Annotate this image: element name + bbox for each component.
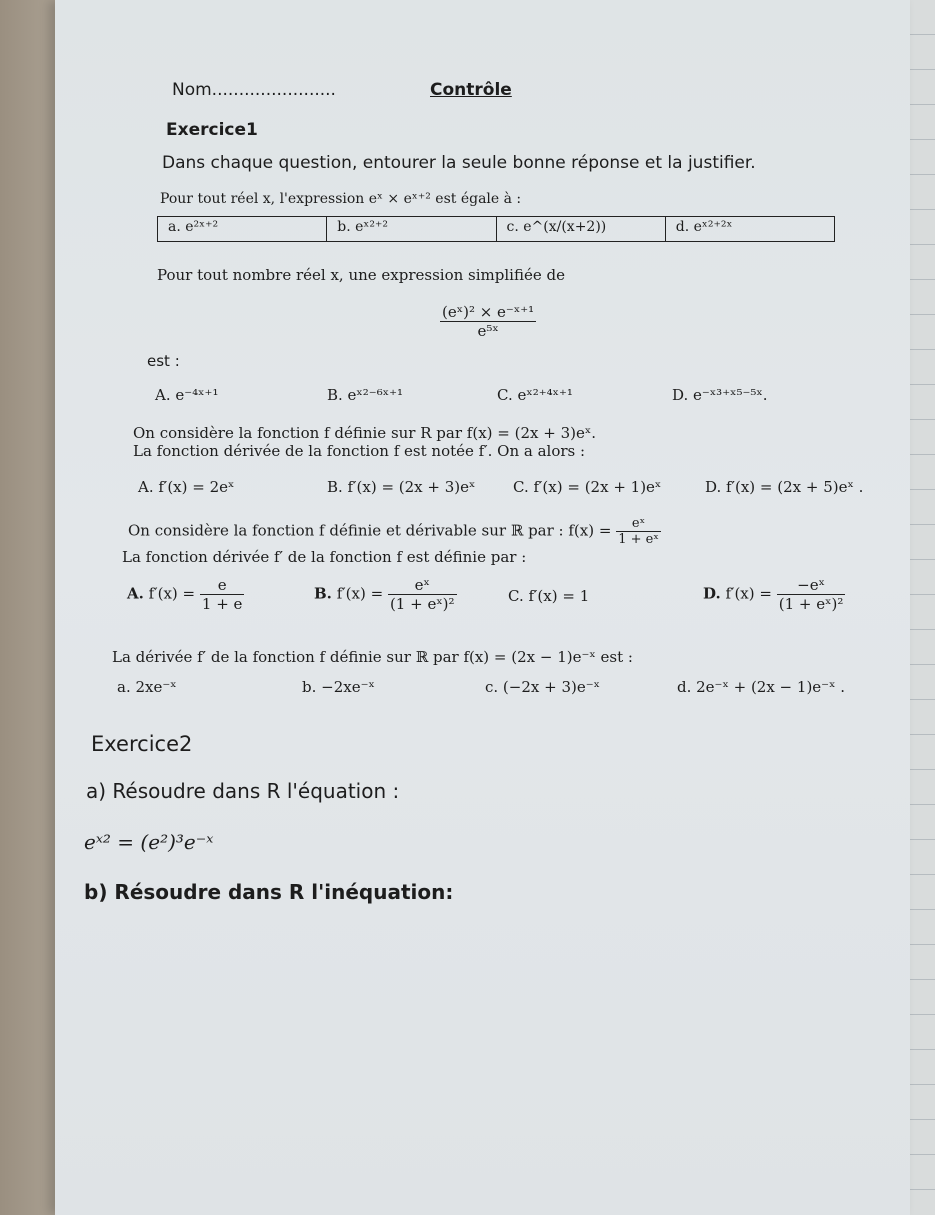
q4-option-b[interactable] <box>314 576 457 613</box>
q4-option-d[interactable] <box>703 576 845 613</box>
q2-denominator: e⁵ˣ <box>477 322 499 340</box>
page-title: Contrôle <box>430 80 512 100</box>
exercise1-instruction: Dans chaque question, entourer la seule bonne réponse et la justifier. <box>162 153 756 173</box>
q4-option-a-label: A. <box>127 584 144 603</box>
exercise2-part-a-equation: eˣ² = (e²)³e⁻ˣ <box>84 830 214 854</box>
q3-option-a[interactable]: A. f′(x) = 2eˣ <box>138 478 235 496</box>
q2-numerator: (eˣ)² × e⁻ˣ⁺¹ <box>442 303 535 321</box>
q3-line1: On considère la fonction f définie sur R par f(x) = (2x + 3)eˣ. <box>133 424 596 442</box>
q2-expression <box>440 303 536 340</box>
q4-option-b-den: (1 + eˣ)² <box>389 595 455 613</box>
q2-option-d[interactable]: D. e⁻ˣ³⁺ˣ⁵⁻⁵ˣ. <box>672 386 768 404</box>
q1-option-c[interactable]: c. e^(x/(x+2)) <box>497 217 666 241</box>
q5-option-c[interactable]: c. (−2x + 3)e⁻ˣ <box>485 678 601 696</box>
q4-option-b-prefix: f′(x) = <box>336 584 384 603</box>
q5-option-a[interactable]: a. 2xe⁻ˣ <box>117 678 177 696</box>
q4-option-a-num: e <box>200 576 245 595</box>
exercise2-part-a-label: a) Résoudre dans R l'équation : <box>86 779 400 803</box>
q2-option-c[interactable]: C. eˣ²⁺⁴ˣ⁺¹ <box>497 386 573 404</box>
q4-line2: La fonction dérivée f′ de la fonction f est définie par : <box>122 548 527 566</box>
q4-option-a-den: 1 + e <box>201 595 243 613</box>
q4-option-b-label: B. <box>314 584 332 603</box>
q2-est: est : <box>147 352 180 370</box>
q4-option-d-fraction <box>777 576 846 613</box>
q4-option-b-fraction <box>388 576 457 613</box>
q4-option-d-num: −eˣ <box>777 576 846 595</box>
name-field-label: Nom....................... <box>172 80 336 100</box>
q4-option-d-den: (1 + eˣ)² <box>778 595 844 613</box>
q3-option-b[interactable]: B. f′(x) = (2x + 3)eˣ <box>327 478 476 496</box>
q4-option-c[interactable]: C. f′(x) = 1 <box>508 587 590 605</box>
q1-option-d[interactable]: d. eˣ²⁺²ˣ <box>675 219 733 235</box>
q2-option-a[interactable]: A. e⁻⁴ˣ⁺¹ <box>155 386 219 404</box>
q4-line1 <box>128 516 661 547</box>
exercise1-title: Exercice1 <box>166 120 258 140</box>
q4-f-numerator: eˣ <box>616 516 661 532</box>
q4-option-a-prefix: f′(x) = <box>148 584 196 603</box>
q1-option-a[interactable]: a. e²ˣ⁺² <box>158 217 327 241</box>
q4-option-d-label: D. <box>703 584 721 603</box>
q4-option-d-prefix: f′(x) = <box>725 584 772 603</box>
q1-option-b[interactable]: b. eˣ²⁺² <box>327 217 496 241</box>
q2-text: Pour tout nombre réel x, une expression simplifiée de <box>157 266 565 284</box>
q5-text: La dérivée f′ de la fonction f définie sur ℝ par f(x) = (2x − 1)e⁻ˣ est : <box>112 648 633 666</box>
q1-options-table <box>157 216 835 242</box>
q2-option-b[interactable]: B. eˣ²⁻⁶ˣ⁺¹ <box>327 386 404 404</box>
q3-option-d[interactable]: D. f′(x) = (2x + 5)eˣ . <box>705 478 864 496</box>
q3-option-c[interactable]: C. f′(x) = (2x + 1)eˣ <box>513 478 662 496</box>
q4-line1-text: On considère la fonction f définie et dérivable sur ℝ par : f(x) = <box>128 521 612 540</box>
q4-f-denominator: 1 + eˣ <box>618 532 659 547</box>
exercise2-part-b-label: b) Résoudre dans R l'inéquation: <box>84 880 454 904</box>
q4-f-fraction <box>616 516 661 547</box>
q1-text: Pour tout réel x, l'expression eˣ × eˣ⁺² est égale à : <box>160 191 522 207</box>
q4-option-a[interactable] <box>127 576 244 613</box>
q5-option-d[interactable]: d. 2e⁻ˣ + (2x − 1)e⁻ˣ . <box>677 678 845 696</box>
q3-line2: La fonction dérivée de la fonction f est notée f′. On a alors : <box>133 442 586 460</box>
q4-option-b-num: eˣ <box>388 576 457 595</box>
exercise2-title: Exercice2 <box>91 732 193 756</box>
q4-option-a-fraction <box>200 576 245 613</box>
q5-option-b[interactable]: b. −2xe⁻ˣ <box>302 678 375 696</box>
